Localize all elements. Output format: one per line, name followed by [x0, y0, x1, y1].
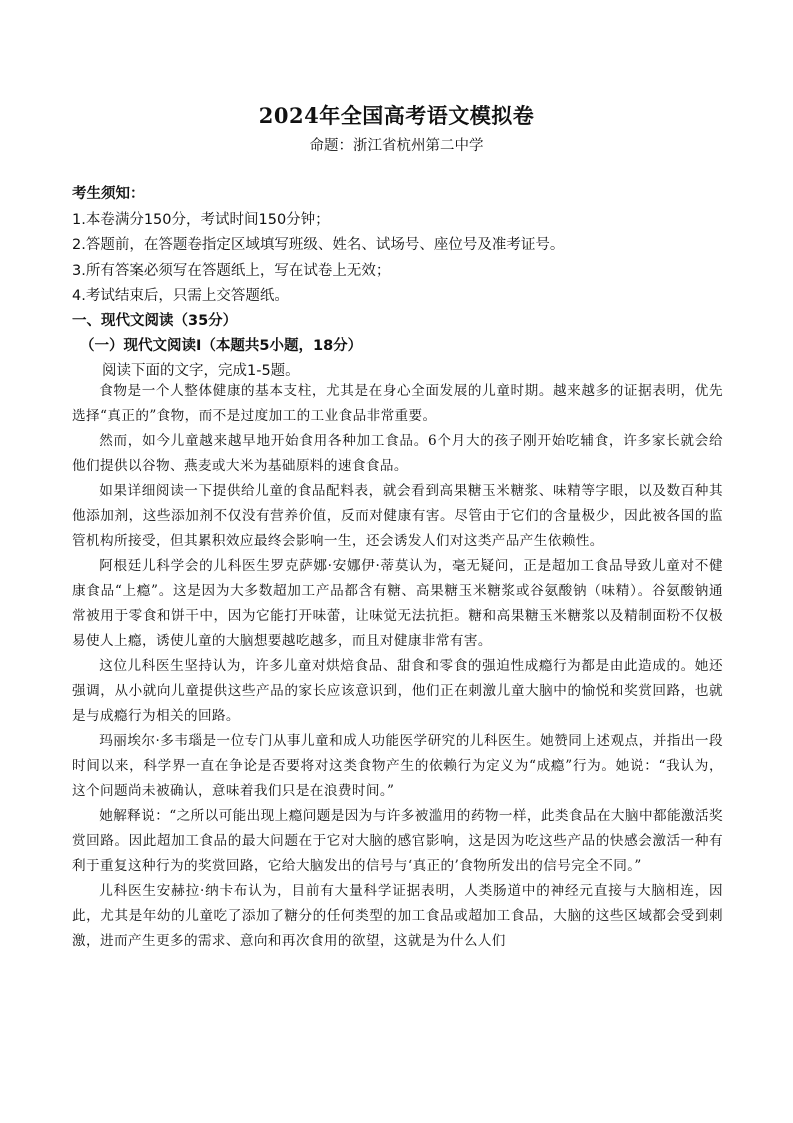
notice-item: 4.考试结束后，只需上交答题纸。 — [72, 288, 289, 304]
section-title: 一、现代文阅读（35分） — [72, 313, 238, 329]
passage-paragraph: 她解释说：“之所以可能出现上瘾问题是因为与许多被滥用的药物一样，此类食品在大脑中都能激活奖赏回路。因此超加工食品的最大问题在于它对大脑的感官影响，这是因为吃这些产品的快感会激活一种有利于重复这种行为的奖赏回路，它给大脑发出的信号与‘真正的’食物所发出的信号完全不同。” — [72, 808, 723, 874]
passage-paragraph: 如果详细阅读一下提供给儿童的食品配料表，就会看到高果糖玉米糖浆、味精等字眼，以及数百种其他添加剂，这些添加剂不仅没有营养价值，反而对健康有害。尽管由于它们的含量极少，因此被各国的监管机构所接受，但其累积效应最终会影响一生，还会诱发人们对这类产品产生依赖性。 — [72, 483, 723, 549]
passage-paragraph: 儿科医生安赫拉·纳卡布认为，目前有大量科学证据表明，人类肠道中的神经元直接与大脑相连，因此，尤其是年幼的儿童吃了添加了糖分的任何类型的加工食品或超加工食品，大脑的这些区域都会受到刺激，进而产生更多的需求、意向和再次食用的欲望，这就是为什么人们 — [72, 883, 723, 949]
notice-item: 3.所有答案必须写在答题纸上，写在试卷上无效； — [72, 262, 391, 279]
notice-item: 2.答题前，在答题卷指定区域填写班级、姓名、试场号、座位号及准考证号。 — [72, 237, 565, 253]
reading-passage — [72, 379, 723, 954]
instruction: 阅读下面的文字，完成1-5题。 — [102, 363, 300, 379]
passage-paragraph: 玛丽埃尔·多韦瑙是一位专门从事儿童和成人功能医学研究的儿科医生。她赞同上述观点，并指出一段时间以来，科学界一直在争论是否要将对这类食物产生的依赖行为定义为“成瘾”行为。她说：“我认为，这个问题尚未被确认，意味着我们只是在浪费时间。” — [72, 733, 723, 799]
part-title: （一）现代文阅读Ⅰ（本题共5小题，18分） — [80, 338, 363, 354]
passage-paragraph: 阿根廷儿科学会的儿科医生罗克萨娜·安娜伊·蒂莫认为，毫无疑问，正是超加工食品导致儿童对不健康食品“上瘾”。这是因为大多数超加工产品都含有糖、高果糖玉米糖浆或谷氨酸钠（味精）。谷氨酸钠通常被用于零食和饼干中，因为它能打开味蕾，让味觉无法抗拒。糖和高果糖玉米糖浆以及精制面粉不仅极易使人上瘾，诱使儿童的大脑想要越吃越多，而且对健康非常有害。 — [72, 558, 723, 649]
passage-paragraph: 食物是一个人整体健康的基本支柱，尤其是在身心全面发展的儿童时期。越来越多的证据表明，优先选择“真正的”食物，而不是过度加工的工业食品非常重要。 — [72, 383, 723, 424]
notice-item: 1.本卷满分150分，考试时间150分钟； — [72, 211, 330, 228]
page-subtitle: 命题：浙江省杭州第二中学 — [309, 138, 484, 154]
notice-heading: 考生须知： — [72, 186, 145, 202]
passage-paragraph: 这位儿科医生坚持认为，许多儿童对烘焙食品、甜食和零食的强迫性成瘾行为都是由此造成的。她还强调，从小就向儿童提供这些产品的家长应该意识到，他们正在刺激儿童大脑中的愉悦和奖赏回路，也就是与成瘾行为相关的回路。 — [72, 658, 723, 724]
exam-notice — [72, 182, 724, 310]
passage-paragraph: 然而，如今儿童越来越早地开始食用各种加工食品。6个月大的孩子刚开始吃辅食，许多家长就会给他们提供以谷物、燕麦或大米为基础原料的速食食品。 — [72, 433, 723, 474]
page-title: 2024年全国高考语文模拟卷 — [258, 103, 535, 128]
